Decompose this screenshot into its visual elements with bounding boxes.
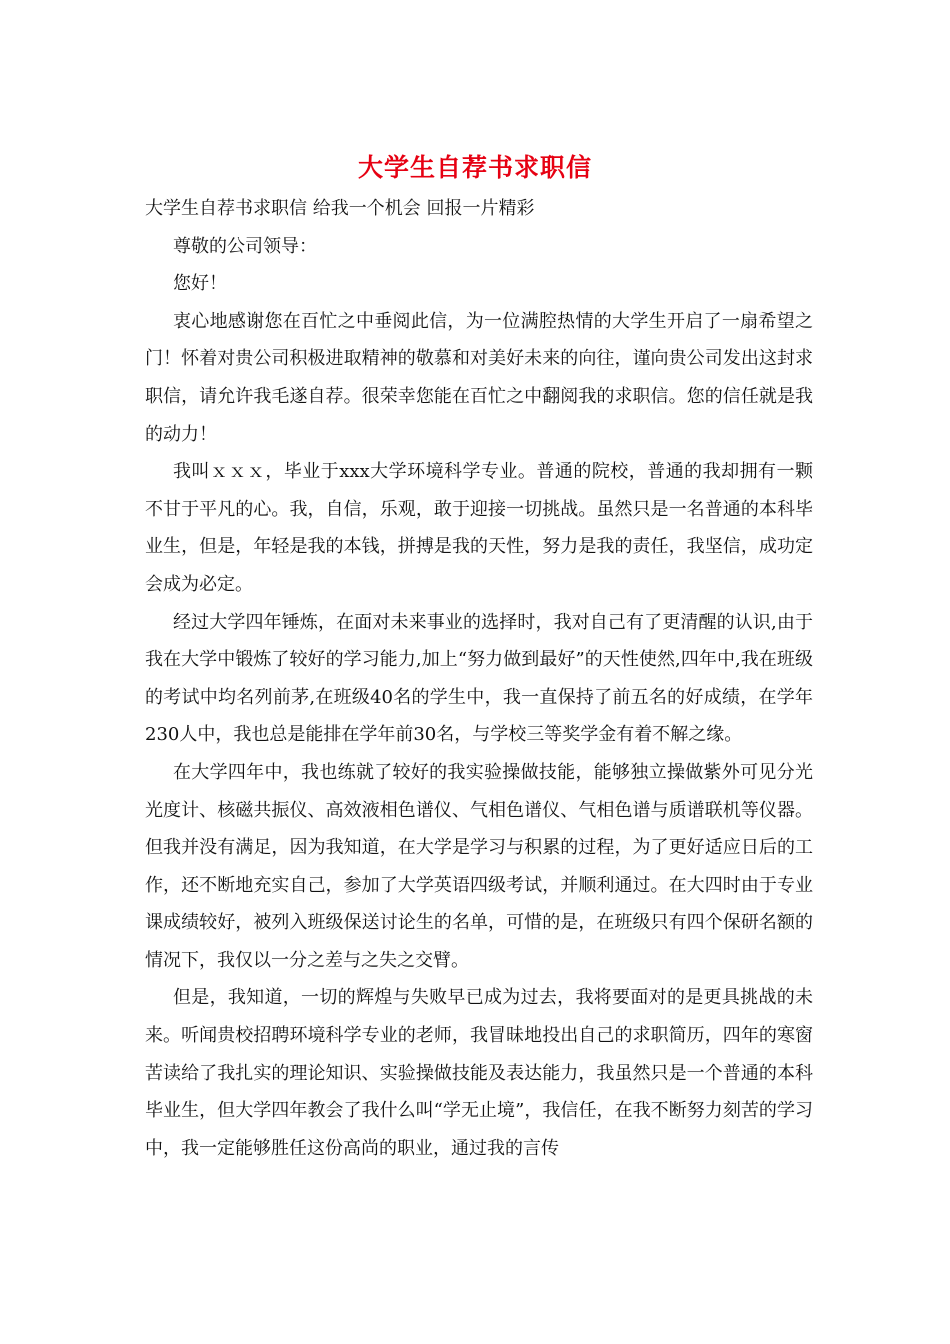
body-paragraph: 衷心地感谢您在百忙之中垂阅此信，为一位满腔热情的大学生开启了一扇希望之门！怀着对贵公司积极进取精神的敬慕和对美好未来的向往，谨向贵公司发出这封求职信，请允许我毛遂自荐。很荣幸您能在百忙之中翻阅我的求职信。您的信任就是我的动力！ — [145, 310, 813, 445]
body-paragraph: 您好！ — [173, 273, 227, 295]
body-paragraph: 但是，我知道，一切的辉煌与失败早已成为过去，我将要面对的是更具挑战的未来。听闻贵校招聘环境科学专业的老师，我冒昧地投出自己的求职简历，四年的寒窗苦读给了我扎实的理论知识、实验操做技能及表达能力，我虽然只是一个普通的本科毕业生，但大学四年教会了我什么叫“学无止境”，我信任，在我不断努力刻苦的学习中，我一定能够胜任这份高尚的职业，通过我的言传 — [145, 987, 813, 1159]
body-paragraph: 在大学四年中，我也练就了较好的我实验操做技能，能够独立操做紫外可见分光光度计、核磁共振仪、高效液相色谱仪、气相色谱仪、气相色谱与质谱联机等仪器。但我并没有满足，因为我知道，在大学是学习与积累的过程，为了更好适应日后的工作，还不断地充实自己，参加了大学英语四级考试，并顺利通过。在大四时由于专业课成绩较好，被列入班级保送讨论生的名单，可惜的是，在班级只有四个保研名额的情况下，我仅以一分之差与之失之交臂。 — [145, 761, 813, 971]
body-paragraph: 我叫ｘｘｘ，毕业于xxx大学环境科学专业。普通的院校，普通的我却拥有一颗不甘于平凡的心。我，自信，乐观，敢于迎接一切挑战。虽然只是一名普通的本科毕业生，但是，年轻是我的本钱，拼搏是我的天性，努力是我的责任，我坚信，成功定会成为必定。 — [145, 461, 813, 595]
body-paragraph: 经过大学四年锤炼，在面对未来事业的选择时，我对自己有了更清醒的认识,由于我在大学中锻炼了较好的学习能力,加上“努力做到最好”的天性使然,四年中,我在班级的考试中均名列前茅,在班级40名的学生中，我一直保持了前五名的好成绩，在学年230人中，我也总是能排在学年前30名，与学校三等奖学金有着不解之缘。 — [145, 611, 813, 746]
document-body — [145, 190, 813, 1167]
body-paragraph: 尊敬的公司领导： — [173, 235, 317, 257]
body-paragraph: 大学生自荐书求职信 给我一个机会 回报一片精彩 — [145, 198, 535, 219]
document-title: 大学生自荐书求职信 — [357, 153, 592, 182]
